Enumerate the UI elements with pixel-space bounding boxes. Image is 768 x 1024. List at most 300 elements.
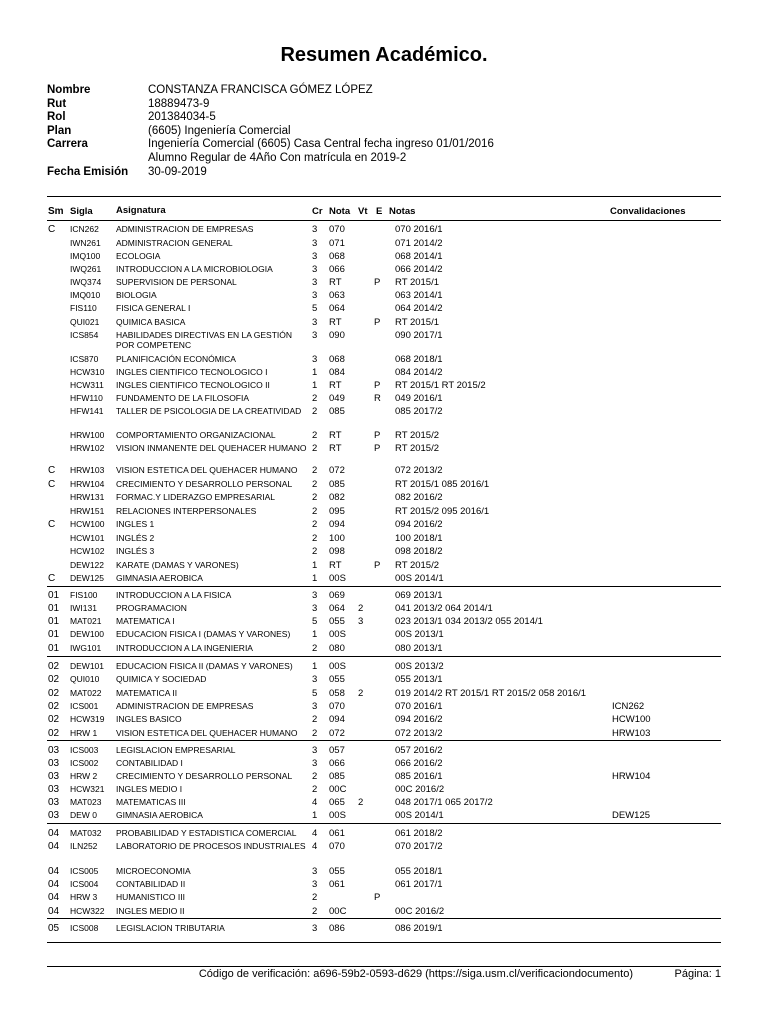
cell-asignatura: SUPERVISION DE PERSONAL [116, 277, 237, 287]
cell-vt: 2 [358, 603, 364, 614]
cell-notas: 100 2018/1 [395, 533, 443, 544]
cell-nota: RT [329, 560, 342, 571]
table-row [0, 479, 768, 492]
table-row [0, 758, 768, 771]
cell-nota: 057 [329, 745, 345, 756]
cell-nota: 085 [329, 406, 345, 417]
cell-notas: RT 2015/2 [395, 560, 440, 571]
table-row [0, 238, 768, 251]
cell-nota: 098 [329, 546, 345, 557]
cell-e: P [374, 277, 381, 288]
cell-asignatura: MATEMATICA II [116, 688, 178, 698]
cell-notas: 063 2014/1 [395, 290, 443, 301]
cell-nota: 055 [329, 674, 345, 685]
table-row [0, 674, 768, 687]
cell-cr: 3 [312, 251, 318, 262]
table-row [0, 841, 768, 854]
cell-asignatura: ADMINISTRACION GENERAL [116, 238, 233, 248]
cell-nota: RT [329, 443, 342, 454]
header-bottom-rule [47, 220, 721, 221]
cell-notas: 057 2016/2 [395, 745, 443, 756]
cell-sm: 04 [48, 866, 60, 877]
cell-sm: C [48, 224, 56, 235]
cell-asignatura: COMPORTAMIENTO ORGANIZACIONAL [116, 430, 276, 440]
cell-asignatura: ECOLOGIA [116, 251, 161, 261]
cell-asignatura: INGLÉS 3 [116, 546, 155, 556]
table-header [0, 206, 768, 220]
cell-notas: 072 2013/2 [395, 465, 443, 476]
cell-cr: 3 [312, 224, 318, 235]
col-header-sm: Sm [48, 206, 64, 217]
table-row [0, 367, 768, 380]
table-row [0, 923, 768, 936]
cell-conv: HRW104 [612, 771, 651, 782]
table-row [0, 590, 768, 603]
cell-asignatura: EDUCACION FISICA II (DAMAS Y VARONES) [116, 661, 293, 671]
cell-conv: DEW125 [612, 810, 651, 821]
cell-asignatura: VISION INMANENTE DEL QUEHACER HUMANO [116, 443, 307, 453]
cell-cr: 1 [312, 560, 318, 571]
cell-conv: HCW100 [612, 714, 651, 725]
cell-sigla: HRW103 [70, 465, 105, 475]
cell-cr: 2 [312, 479, 318, 490]
col-header-vt: Vt [358, 206, 368, 217]
cell-nota: 070 [329, 701, 345, 712]
cell-sigla: ILN252 [70, 841, 98, 851]
col-header-sigla: Sigla [70, 206, 93, 217]
cell-nota: 058 [329, 688, 345, 699]
cell-conv: HRW103 [612, 728, 651, 739]
cell-cr: 3 [312, 674, 318, 685]
cell-asignatura: PROBABILIDAD Y ESTADISTICA COMERCIAL [116, 828, 297, 838]
cell-asignatura: GIMNASIA AEROBICA [116, 573, 203, 583]
cell-asignatura: FORMAC.Y LIDERAZGO EMPRESARIAL [116, 492, 276, 502]
table-row [0, 688, 768, 701]
cell-cr: 2 [312, 519, 318, 530]
cell-asignatura: BIOLOGIA [116, 290, 157, 300]
cell-cr: 2 [312, 465, 318, 476]
cell-sigla: DEW101 [70, 661, 105, 671]
cell-asignatura: INTRODUCCION A LA INGENIERIA [116, 643, 253, 653]
semester-divider [47, 918, 721, 919]
cell-sigla: HCW102 [70, 546, 105, 556]
cell-sigla: ICS008 [70, 923, 99, 933]
cell-sigla: FIS110 [70, 303, 97, 313]
cell-cr: 3 [312, 290, 318, 301]
cell-cr: 3 [312, 879, 318, 890]
table-row [0, 745, 768, 758]
cell-sm: C [48, 465, 56, 476]
cell-asignatura: ADMINISTRACION DE EMPRESAS [116, 701, 254, 711]
cell-sm: 03 [48, 771, 60, 782]
cell-asignatura: INGLES BASICO [116, 714, 182, 724]
cell-asignatura: INGLES MEDIO II [116, 906, 185, 916]
cell-nota: 069 [329, 590, 345, 601]
cell-cr: 2 [312, 771, 318, 782]
cell-cr: 2 [312, 892, 318, 903]
semester-divider [47, 656, 721, 657]
info-label: Nombre [47, 84, 91, 96]
cell-cr: 2 [312, 533, 318, 544]
cell-cr: 2 [312, 393, 318, 404]
table-row [0, 380, 768, 393]
cell-notas: 068 2014/1 [395, 251, 443, 262]
cell-cr: 3 [312, 758, 318, 769]
cell-nota: 049 [329, 393, 345, 404]
col-header-e: E [376, 206, 383, 217]
cell-notas: 061 2018/2 [395, 828, 443, 839]
cell-cr: 3 [312, 354, 318, 365]
cell-sm: 02 [48, 701, 60, 712]
cell-nota: RT [329, 380, 342, 391]
cell-vt: 3 [358, 616, 364, 627]
cell-asignatura: VISION ESTETICA DEL QUEHACER HUMANO [116, 728, 298, 738]
cell-sigla: IWQ374 [70, 277, 102, 287]
cell-notas: RT 2015/2 [395, 443, 440, 454]
cell-nota: 070 [329, 224, 345, 235]
cell-sigla: HRW151 [70, 506, 105, 516]
cell-asignatura: INGLES 1 [116, 519, 155, 529]
cell-nota: 068 [329, 251, 345, 262]
cell-sm: 01 [48, 616, 60, 627]
info-value: CONSTANZA FRANCISCA GÓMEZ LÓPEZ [148, 84, 373, 96]
col-header-notas: Notas [389, 206, 416, 217]
cell-cr: 3 [312, 264, 318, 275]
cell-nota: 055 [329, 866, 345, 877]
info-row-plan [47, 125, 494, 139]
cell-asignatura: TALLER DE PSICOLOGIA DE LA CREATIVIDAD [116, 406, 302, 416]
cell-cr: 2 [312, 406, 318, 417]
cell-e: P [374, 430, 381, 441]
cell-notas: 090 2017/1 [395, 330, 443, 341]
cell-nota: 065 [329, 797, 345, 808]
cell-cr: 3 [312, 701, 318, 712]
info-label: Plan [47, 124, 72, 137]
table-row [0, 771, 768, 784]
cell-sigla: HCW311 [70, 380, 104, 390]
cell-sigla: HFW110 [70, 393, 103, 403]
cell-asignatura: QUIMICA Y SOCIEDAD [116, 674, 207, 684]
cell-cr: 2 [312, 643, 318, 654]
cell-asignatura: RELACIONES INTERPERSONALES [116, 506, 257, 516]
cell-nota: 066 [329, 264, 345, 275]
info-value: Alumno Regular de 4Año Con matrícula en 2019-2 [148, 151, 407, 164]
cell-notas: 055 2018/1 [395, 866, 443, 877]
cell-asignatura: CONTABILIDAD I [116, 758, 183, 768]
table-row [0, 443, 768, 456]
cell-sigla: ICS854 [70, 330, 99, 340]
cell-nota: 068 [329, 354, 345, 365]
cell-nota: 064 [329, 303, 345, 314]
student-info [47, 84, 494, 179]
info-row-rol [47, 111, 494, 125]
cell-nota: 063 [329, 290, 345, 301]
cell-asignatura: PLANIFICACIÓN ECONÓMICA [116, 354, 236, 364]
cell-cr: 2 [312, 443, 318, 454]
info-value: 201384034-5 [148, 111, 216, 124]
cell-sm: 02 [48, 728, 60, 739]
cell-nota: 094 [329, 714, 345, 725]
cell-sigla: HFW141 [70, 406, 104, 416]
cell-asignatura: HABILIDADES DIRECTIVAS EN LA GESTIÓN POR COMPETENC [116, 330, 293, 350]
table-row [0, 810, 768, 823]
cell-asignatura: LEGISLACION EMPRESARIAL [116, 745, 236, 755]
table-row [0, 330, 768, 350]
cell-cr: 4 [312, 841, 318, 852]
info-value: Ingeniería Comercial (6605) Casa Central fecha ingreso 01/01/2016 [148, 138, 494, 151]
cell-nota: RT [329, 430, 342, 441]
cell-notas: RT 2015/1 [395, 317, 440, 328]
cell-sigla: MAT021 [70, 616, 102, 626]
cell-asignatura: FISICA GENERAL I [116, 303, 191, 313]
cell-sigla: ICN262 [70, 224, 99, 234]
cell-asignatura: ADMINISTRACION DE EMPRESAS [116, 224, 254, 234]
table-row [0, 866, 768, 879]
table-row [0, 560, 768, 573]
cell-notas: 041 2013/2 064 2014/1 [395, 603, 493, 614]
cell-cr: 1 [312, 380, 318, 391]
cell-nota: 00S [329, 661, 346, 672]
cell-cr: 3 [312, 590, 318, 601]
cell-nota: 00C [329, 906, 347, 917]
cell-nota: RT [329, 317, 342, 328]
table-row [0, 393, 768, 406]
table-row [0, 354, 768, 367]
cell-nota: 061 [329, 828, 345, 839]
cell-asignatura: INGLÉS 2 [116, 533, 155, 543]
cell-cr: 5 [312, 303, 318, 314]
info-row-rut [47, 98, 494, 112]
verification-code: Código de verificación: a696-59b2-0593-d629 (https://siga.usm.cl/verificaciondocumento) [198, 968, 633, 980]
table-row [0, 661, 768, 674]
cell-conv: ICN262 [612, 701, 645, 712]
cell-cr: 3 [312, 923, 318, 934]
cell-cr: 5 [312, 616, 318, 627]
table-row [0, 797, 768, 810]
cell-nota: 100 [329, 533, 345, 544]
cell-nota: 086 [329, 923, 345, 934]
cell-cr: 4 [312, 797, 318, 808]
table-row [0, 603, 768, 616]
table-row [0, 317, 768, 330]
cell-sigla: ICS001 [70, 701, 99, 711]
table-row [0, 546, 768, 559]
cell-notas: 00C 2016/2 [395, 784, 445, 795]
cell-cr: 1 [312, 661, 318, 672]
cell-sm: 01 [48, 643, 60, 654]
table-row [0, 643, 768, 656]
info-label: Rut [47, 97, 67, 110]
table-row [0, 224, 768, 237]
cell-sigla: IWI131 [70, 603, 97, 613]
table-row [0, 879, 768, 892]
table-row [0, 533, 768, 546]
col-header-convalidaciones: Convalidaciones [610, 206, 686, 217]
cell-cr: 2 [312, 430, 318, 441]
cell-nota: 00S [329, 573, 346, 584]
cell-notas: RT 2015/1 085 2016/1 [395, 479, 490, 490]
cell-sigla: DEW 0 [70, 810, 97, 820]
cell-notas: 086 2019/1 [395, 923, 443, 934]
cell-asignatura: KARATE (DAMAS Y VARONES) [116, 560, 239, 570]
table-row [0, 701, 768, 714]
cell-notas: 072 2013/2 [395, 728, 443, 739]
cell-cr: 1 [312, 573, 318, 584]
cell-cr: 3 [312, 277, 318, 288]
cell-asignatura: INGLES MEDIO I [116, 784, 183, 794]
cell-cr: 1 [312, 810, 318, 821]
cell-sigla: DEW100 [70, 629, 105, 639]
cell-asignatura: EDUCACION FISICA I (DAMAS Y VARONES) [116, 629, 291, 639]
cell-notas: 094 2016/2 [395, 714, 443, 725]
cell-e: P [374, 892, 381, 903]
cell-asignatura: INTRODUCCION A LA MICROBIOLOGIA [116, 264, 273, 274]
info-row-nombre [47, 84, 494, 98]
cell-notas: 055 2013/1 [395, 674, 443, 685]
table-row [0, 629, 768, 642]
cell-e: P [374, 560, 381, 571]
cell-sigla: DEW125 [70, 573, 105, 583]
cell-nota: 00S [329, 629, 346, 640]
cell-notas: RT 2015/1 [395, 277, 440, 288]
cell-sigla: DEW122 [70, 560, 105, 570]
cell-sm: C [48, 479, 56, 490]
cell-sigla: IWG101 [70, 643, 102, 653]
header-top-rule [47, 196, 721, 197]
cell-sigla: HRW 2 [70, 771, 98, 781]
cell-notas: 023 2013/1 034 2013/2 055 2014/1 [395, 616, 543, 627]
cell-asignatura: INTRODUCCION A LA FISICA [116, 590, 232, 600]
cell-notas: 070 2016/1 [395, 701, 443, 712]
cell-nota: 00S [329, 810, 346, 821]
table-row [0, 264, 768, 277]
table-row [0, 828, 768, 841]
cell-asignatura: CRECIMIENTO Y DESARROLLO PERSONAL [116, 771, 293, 781]
cell-sigla: HCW101 [70, 533, 105, 543]
cell-notas: 066 2016/2 [395, 758, 443, 769]
cell-sm: 04 [48, 828, 60, 839]
cell-nota: 066 [329, 758, 345, 769]
cell-asignatura: LABORATORIO DE PROCESOS INDUSTRIALES [116, 841, 306, 851]
cell-sm: 04 [48, 879, 60, 890]
cell-sm: 02 [48, 714, 60, 725]
cell-vt: 2 [358, 797, 364, 808]
cell-sm: 04 [48, 892, 60, 903]
cell-nota: 071 [329, 238, 345, 249]
cell-cr: 3 [312, 745, 318, 756]
cell-nota: 095 [329, 506, 345, 517]
cell-notas: 070 2016/1 [395, 224, 443, 235]
cell-nota: 070 [329, 841, 345, 852]
cell-cr: 2 [312, 906, 318, 917]
table-row [0, 406, 768, 419]
cell-notas: 085 2016/1 [395, 771, 443, 782]
cell-sigla: ICS002 [70, 758, 99, 768]
cell-vt: 2 [358, 688, 364, 699]
cell-notas: RT 2015/2 [395, 430, 440, 441]
info-label: Carrera [47, 138, 88, 151]
cell-cr: 3 [312, 317, 318, 328]
cell-sigla: MAT032 [70, 828, 102, 838]
info-value: (6605) Ingeniería Comercial [148, 124, 291, 137]
table-row [0, 892, 768, 905]
info-label: Fecha Emisión [47, 165, 129, 178]
page-number: Página: 1 [674, 968, 721, 980]
semester-divider [47, 823, 721, 824]
cell-sm: 03 [48, 758, 60, 769]
cell-notas: RT 2015/1 RT 2015/2 [395, 380, 486, 391]
col-header-nota: Nota [329, 206, 351, 217]
cell-asignatura: GIMNASIA AEROBICA [116, 810, 203, 820]
cell-asignatura: QUIMICA BASICA [116, 317, 186, 327]
info-value: 18889473-9 [148, 97, 210, 110]
cell-notas: RT 2015/2 095 2016/1 [395, 506, 490, 517]
cell-cr: 2 [312, 784, 318, 795]
cell-notas: 061 2017/1 [395, 879, 443, 890]
cell-asignatura: INGLES CIENTIFICO TECNOLOGICO II [116, 380, 270, 390]
table-row [0, 784, 768, 797]
cell-nota: 080 [329, 643, 345, 654]
cell-cr: 3 [312, 866, 318, 877]
cell-sigla: QUI010 [70, 674, 100, 684]
cell-sigla: HRW102 [70, 443, 105, 453]
cell-asignatura: CRECIMIENTO Y DESARROLLO PERSONAL [116, 479, 293, 489]
cell-sm: 04 [48, 906, 60, 917]
info-label: Rol [47, 111, 66, 124]
cell-asignatura: MICROECONOMIA [116, 866, 191, 876]
cell-asignatura: LEGISLACION TRIBUTARIA [116, 923, 225, 933]
info-row-carrera-status [47, 152, 494, 166]
cell-cr: 4 [312, 828, 318, 839]
table-row [0, 251, 768, 264]
cell-sigla: ICS870 [70, 354, 99, 364]
cell-sigla: IWQ261 [70, 264, 102, 274]
cell-notas: 00S 2014/1 [395, 810, 444, 821]
cell-sigla: HRW 1 [70, 728, 98, 738]
cell-notas: 085 2017/2 [395, 406, 443, 417]
table-row [0, 714, 768, 727]
cell-nota: 072 [329, 728, 345, 739]
table-row [0, 616, 768, 629]
info-label [47, 152, 148, 166]
cell-nota: 090 [329, 330, 345, 341]
cell-cr: 2 [312, 714, 318, 725]
cell-notas: 00S 2013/1 [395, 629, 444, 640]
cell-notas: 049 2016/1 [395, 393, 443, 404]
cell-notas: 00C 2016/2 [395, 906, 445, 917]
cell-sigla: ICS005 [70, 866, 99, 876]
cell-sigla: HCW321 [70, 784, 105, 794]
cell-nota: 072 [329, 465, 345, 476]
table-row [0, 519, 768, 532]
cell-sm: 02 [48, 661, 60, 672]
cell-sm: C [48, 573, 56, 584]
table-row [0, 492, 768, 505]
cell-nota: 061 [329, 879, 345, 890]
cell-nota: RT [329, 277, 342, 288]
cell-sigla: HRW131 [70, 492, 105, 502]
cell-nota: 094 [329, 519, 345, 530]
cell-notas: 064 2014/2 [395, 303, 443, 314]
cell-notas: 066 2014/2 [395, 264, 443, 275]
cell-sm: 01 [48, 590, 60, 601]
table-row [0, 465, 768, 478]
cell-asignatura: VISION ESTETICA DEL QUEHACER HUMANO [116, 465, 298, 475]
cell-sm: 01 [48, 629, 60, 640]
cell-asignatura: CONTABILIDAD II [116, 879, 186, 889]
table-row [0, 290, 768, 303]
cell-sm: 01 [48, 603, 60, 614]
